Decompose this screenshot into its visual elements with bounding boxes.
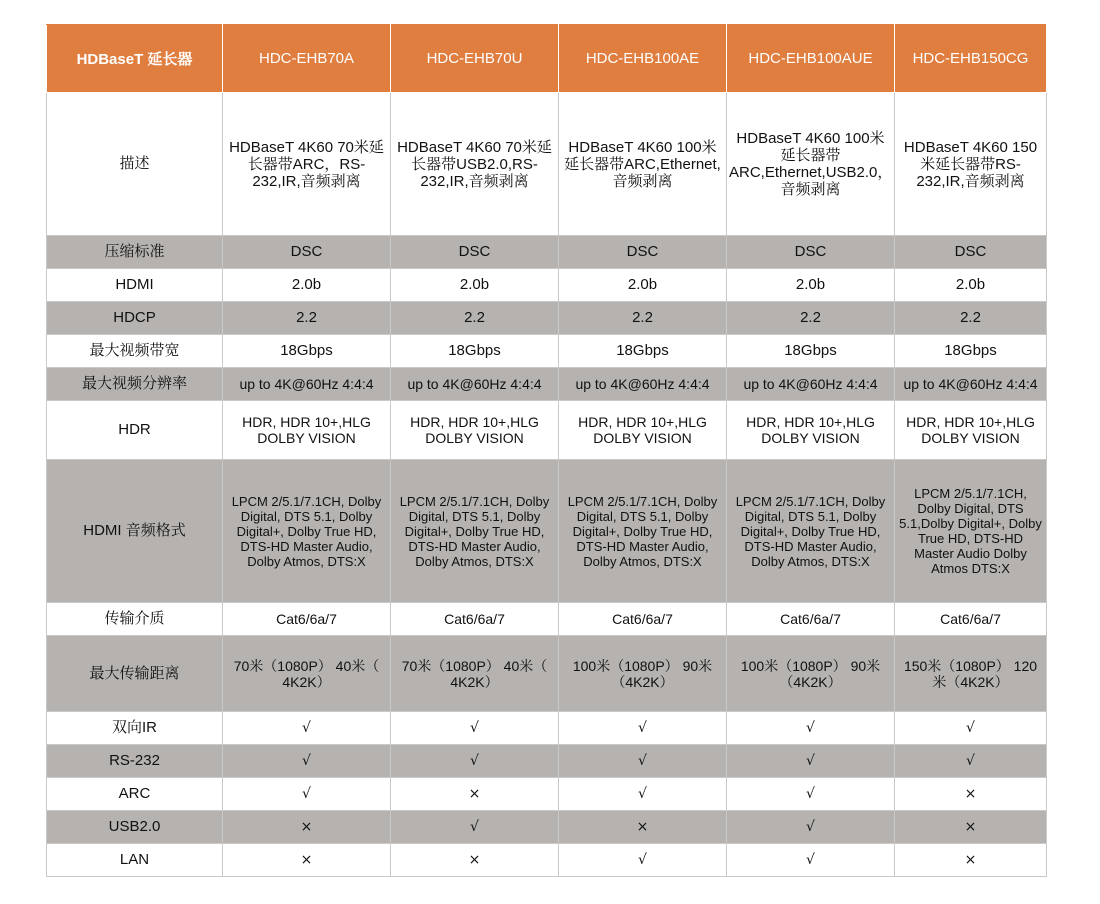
feature-mark: √ <box>559 844 727 877</box>
feature-mark: √ <box>559 745 727 778</box>
row-hdcp <box>47 302 1047 335</box>
spec-cell: 18Gbps <box>223 335 391 368</box>
row-bandwidth <box>47 335 1047 368</box>
row-label: 双向IR <box>47 712 223 745</box>
spec-cell: 18Gbps <box>727 335 895 368</box>
feature-mark: √ <box>727 712 895 745</box>
feature-mark: × <box>559 811 727 844</box>
row-rs232 <box>47 745 1047 778</box>
spec-cell: 2.0b <box>895 269 1047 302</box>
feature-mark: × <box>895 811 1047 844</box>
spec-cell: 2.0b <box>223 269 391 302</box>
spec-cell: DSC <box>895 236 1047 269</box>
spec-cell: up to 4K@60Hz 4:4:4 <box>391 368 559 401</box>
feature-mark: √ <box>559 712 727 745</box>
feature-mark: × <box>895 844 1047 877</box>
spec-cell: LPCM 2/5.1/7.1CH, Dolby Digital, DTS 5.1, Dolby Digital+, Dolby True HD, DTS-HD Master Audio, Dolby Atmos, DTS:X <box>727 460 895 603</box>
spec-cell: 2.0b <box>559 269 727 302</box>
row-label: 压缩标准 <box>47 236 223 269</box>
feature-mark: √ <box>727 844 895 877</box>
feature-mark: √ <box>895 745 1047 778</box>
spec-cell: HDBaseT 4K60 100米延长器带ARC,Ethernet,音频剥离 <box>559 93 727 236</box>
row-distance <box>47 636 1047 712</box>
spec-cell: up to 4K@60Hz 4:4:4 <box>559 368 727 401</box>
row-hdr <box>47 401 1047 460</box>
feature-mark: × <box>391 844 559 877</box>
row-label: 最大视频分辨率 <box>47 368 223 401</box>
spec-cell: 70米（1080P） 40米（ 4K2K） <box>223 636 391 712</box>
feature-mark: √ <box>223 712 391 745</box>
spec-cell: 2.0b <box>391 269 559 302</box>
row-ir <box>47 712 1047 745</box>
row-label: 描述 <box>47 93 223 236</box>
row-lan <box>47 844 1047 877</box>
spec-cell: DSC <box>391 236 559 269</box>
spec-cell: 100米（1080P） 90米（4K2K） <box>727 636 895 712</box>
row-arc <box>47 778 1047 811</box>
model-header: HDC-EHB70A <box>223 25 391 93</box>
row-label: HDCP <box>47 302 223 335</box>
spec-cell: 2.2 <box>391 302 559 335</box>
row-label: HDR <box>47 401 223 460</box>
spec-cell: LPCM 2/5.1/7.1CH, Dolby Digital, DTS 5.1, Dolby Digital+, Dolby True HD, DTS-HD Master Audio, Dolby Atmos, DTS:X <box>223 460 391 603</box>
spec-cell: HDBaseT 4K60 70米延长器带USB2.0,RS-232,IR,音频剥离 <box>391 93 559 236</box>
spec-cell: up to 4K@60Hz 4:4:4 <box>895 368 1047 401</box>
model-header: HDC-EHB70U <box>391 25 559 93</box>
row-label: RS-232 <box>47 745 223 778</box>
row-label: 最大视频带宽 <box>47 335 223 368</box>
spec-cell: HDR, HDR 10+,HLG DOLBY VISION <box>727 401 895 460</box>
feature-mark: √ <box>727 745 895 778</box>
spec-cell: 2.2 <box>559 302 727 335</box>
spec-cell: HDR, HDR 10+,HLG DOLBY VISION <box>895 401 1047 460</box>
spec-cell: up to 4K@60Hz 4:4:4 <box>727 368 895 401</box>
spec-cell: Cat6/6a/7 <box>223 603 391 636</box>
model-header: HDC-EHB150CG <box>895 25 1047 93</box>
spec-cell: 18Gbps <box>559 335 727 368</box>
spec-cell: HDBaseT 4K60 70米延长器带ARC，RS-232,IR,音频剥离 <box>223 93 391 236</box>
spec-comparison-table <box>46 24 1047 877</box>
feature-mark: × <box>223 811 391 844</box>
spec-cell: 18Gbps <box>895 335 1047 368</box>
spec-cell: LPCM 2/5.1/7.1CH, Dolby Digital, DTS 5.1, Dolby Digital+, Dolby True HD, DTS-HD Master Audio, Dolby Atmos, DTS:X <box>559 460 727 603</box>
spec-cell: 2.2 <box>895 302 1047 335</box>
spec-cell: HDR, HDR 10+,HLG DOLBY VISION <box>559 401 727 460</box>
feature-mark: √ <box>559 778 727 811</box>
feature-mark: √ <box>223 745 391 778</box>
row-label: HDMI 音频格式 <box>47 460 223 603</box>
spec-cell: Cat6/6a/7 <box>727 603 895 636</box>
row-label: 传输介质 <box>47 603 223 636</box>
spec-cell: HDBaseT 4K60 100米延长器带ARC,Ethernet,USB2.0，音频剥离 <box>727 93 895 236</box>
spec-cell: 18Gbps <box>391 335 559 368</box>
spec-cell: HDBaseT 4K60 150米延长器带RS-232,IR,音频剥离 <box>895 93 1047 236</box>
spec-cell: up to 4K@60Hz 4:4:4 <box>223 368 391 401</box>
row-description <box>47 93 1047 236</box>
header-row <box>47 25 1047 93</box>
row-audio-format <box>47 460 1047 603</box>
row-compression <box>47 236 1047 269</box>
spec-cell: 2.2 <box>727 302 895 335</box>
row-label: USB2.0 <box>47 811 223 844</box>
row-resolution <box>47 368 1047 401</box>
spec-cell: LPCM 2/5.1/7.1CH, Dolby Digital, DTS 5.1,Dolby Digital+, Dolby True HD, DTS-HD Master Audio Dolby Atmos DTS:X <box>895 460 1047 603</box>
spec-cell: Cat6/6a/7 <box>559 603 727 636</box>
row-label: ARC <box>47 778 223 811</box>
row-label: LAN <box>47 844 223 877</box>
model-header: HDC-EHB100AE <box>559 25 727 93</box>
spec-cell: LPCM 2/5.1/7.1CH, Dolby Digital, DTS 5.1, Dolby Digital+, Dolby True HD, DTS-HD Master Audio, Dolby Atmos, DTS:X <box>391 460 559 603</box>
feature-mark: √ <box>391 745 559 778</box>
feature-mark: √ <box>223 778 391 811</box>
row-label: HDMI <box>47 269 223 302</box>
row-label: 最大传输距离 <box>47 636 223 712</box>
spec-cell: DSC <box>223 236 391 269</box>
spec-cell: 150米（1080P） 120米（4K2K） <box>895 636 1047 712</box>
row-hdmi <box>47 269 1047 302</box>
spec-cell: 2.0b <box>727 269 895 302</box>
spec-cell: 100米（1080P） 90米（4K2K） <box>559 636 727 712</box>
feature-mark: × <box>391 778 559 811</box>
spec-cell: 2.2 <box>223 302 391 335</box>
spec-cell: Cat6/6a/7 <box>391 603 559 636</box>
row-usb <box>47 811 1047 844</box>
feature-mark: √ <box>391 811 559 844</box>
spec-cell: Cat6/6a/7 <box>895 603 1047 636</box>
spec-cell: HDR, HDR 10+,HLG DOLBY VISION <box>223 401 391 460</box>
feature-mark: √ <box>895 712 1047 745</box>
spec-cell: HDR, HDR 10+,HLG DOLBY VISION <box>391 401 559 460</box>
row-medium <box>47 603 1047 636</box>
spec-cell: DSC <box>559 236 727 269</box>
feature-mark: √ <box>391 712 559 745</box>
feature-mark: √ <box>727 811 895 844</box>
feature-mark: × <box>895 778 1047 811</box>
feature-mark: √ <box>727 778 895 811</box>
model-header: HDC-EHB100AUE <box>727 25 895 93</box>
spec-cell: DSC <box>727 236 895 269</box>
spec-cell: 70米（1080P） 40米（ 4K2K） <box>391 636 559 712</box>
header-corner: HDBaseT 延长器 <box>47 25 223 93</box>
feature-mark: × <box>223 844 391 877</box>
